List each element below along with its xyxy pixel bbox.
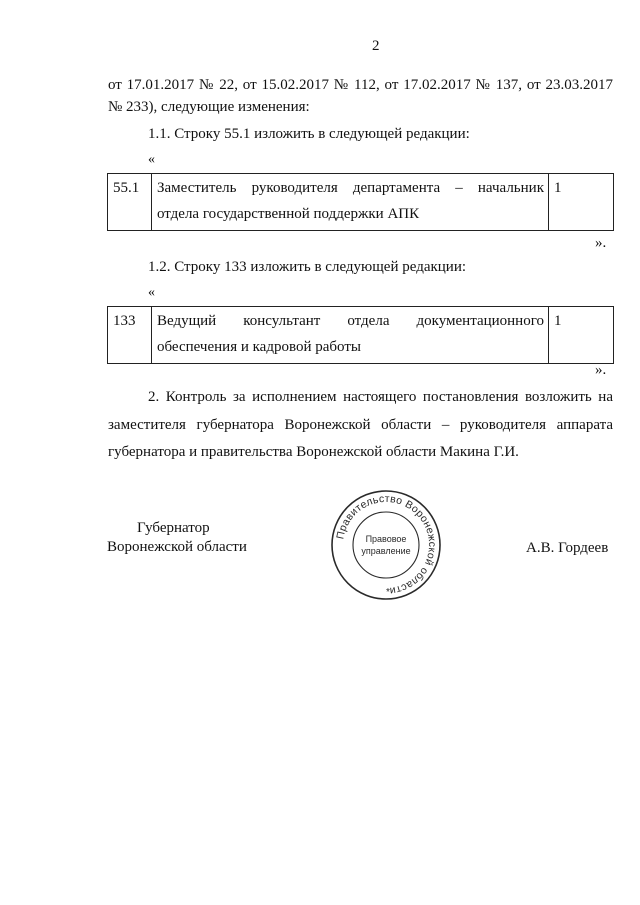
stamp-star: * (386, 587, 390, 598)
item-2-line-1 (148, 387, 613, 407)
row-position-line-2: отдела государственной поддержки АПК (157, 206, 420, 222)
stamp-ring-text: Правительство Воронежской области (334, 492, 439, 597)
table-row (108, 174, 614, 231)
item-1-1-table (107, 173, 614, 231)
item-2-line-2: заместителя губернатора Воронежской области – руководителя аппарата (108, 417, 613, 433)
row-position-line-1: Ведущий консультант отдела документационного (157, 313, 544, 329)
stamp-center-line-2: управление (361, 546, 411, 556)
item-1-2-heading: 1.2. Строку 133 изложить в следующей редакции: (148, 259, 467, 275)
item-1-1-heading: 1.1. Строку 55.1 изложить в следующей редакции: (148, 126, 470, 142)
item-1-1-close-quote: ». (595, 235, 607, 251)
item-1-2-open-quote: « (148, 285, 155, 300)
row-count-cell (549, 174, 614, 231)
item-1-2-table (107, 306, 614, 364)
row-position-cell (152, 174, 549, 231)
item-1-2-close-quote: ». (595, 362, 607, 378)
row-code-cell (108, 307, 152, 364)
row-count: 1 (554, 313, 562, 329)
stamp-center-line-1: Правовое (365, 534, 407, 544)
signature-name: А.В. Гордеев (526, 540, 609, 556)
signature-region: Воронежской области (107, 539, 247, 555)
row-code-cell (108, 174, 152, 231)
item-2-line-1-text: 2. Контроль за исполнением настоящего постановления возложить на (148, 389, 613, 405)
intro-line-2: № 233), следующие изменения: (108, 99, 310, 115)
official-stamp (330, 489, 442, 601)
stamp-inner-ring (353, 512, 419, 578)
row-position-line-2: обеспечения и кадровой работы (157, 339, 361, 355)
stamp-outer-ring (332, 491, 440, 599)
row-code: 133 (113, 313, 136, 329)
row-count-cell (549, 307, 614, 364)
row-code: 55.1 (113, 180, 140, 196)
item-2-line-3: губернатора и правительства Воронежской области Макина Г.И. (108, 444, 519, 460)
table-row (108, 307, 614, 364)
signature-title: Губернатор (137, 520, 210, 536)
item-1-1-open-quote: « (148, 152, 155, 167)
intro-line-1: от 17.01.2017 № 22, от 15.02.2017 № 112, от 17.02.2017 № 137, от 23.03.2017 (108, 77, 613, 93)
row-position-cell (152, 307, 549, 364)
page-number: 2 (372, 38, 380, 54)
row-count: 1 (554, 180, 562, 196)
row-position-line-1: Заместитель руководителя департамента – начальник (157, 180, 544, 196)
